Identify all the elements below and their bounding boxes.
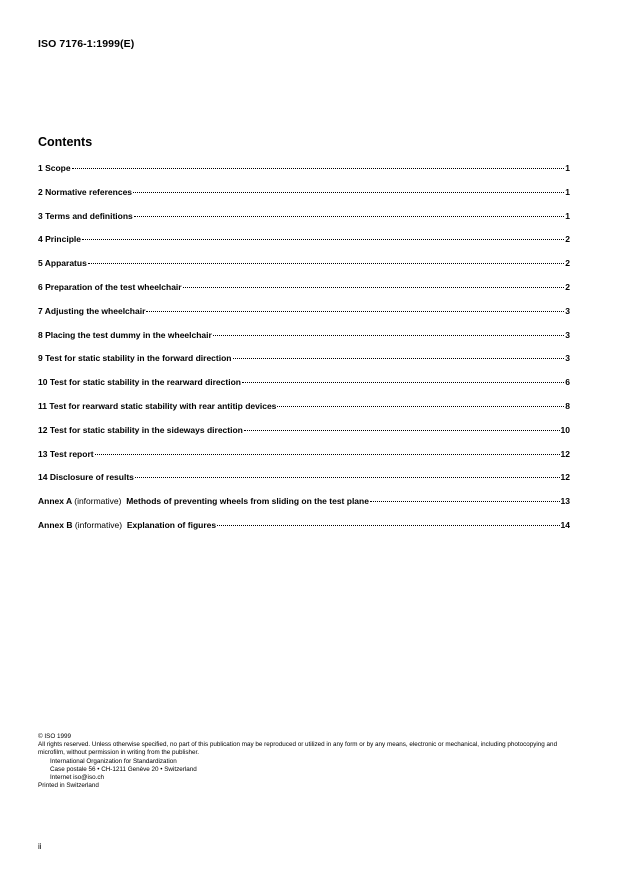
toc-entry-page: 13 xyxy=(560,496,570,507)
contents-title: Contents xyxy=(38,135,93,149)
leader-dots xyxy=(72,168,565,169)
toc-entry-page: 3 xyxy=(565,353,570,364)
toc-entry-label: 1 Scope xyxy=(38,163,71,173)
toc-entry-label: 12 Test for static stability in the sideways direction xyxy=(38,424,243,435)
leader-dots xyxy=(183,287,565,288)
toc-entry-page: 12 xyxy=(560,472,570,483)
toc-entry-page: 2 xyxy=(565,234,570,245)
toc-entry-label: 5 Apparatus xyxy=(38,258,87,269)
toc-entry-label xyxy=(38,520,216,530)
annex-prefix: Annex A xyxy=(38,496,72,507)
toc-entry-page: 10 xyxy=(560,424,570,435)
annex-note: (informative) xyxy=(74,519,123,530)
toc-entry-page: 2 xyxy=(565,258,570,269)
toc-entry-page: 6 xyxy=(565,377,570,388)
rights-statement: All rights reserved. Unless otherwise specified, no part of this publication may be reproduced or utilized in any form or by any means, electronic or mechanical, including photocopying and microfilm, without permission in writing from the publisher. xyxy=(38,741,558,757)
toc-entry-page: 1 xyxy=(565,210,570,221)
document-id-header: ISO 7176-1:1999(E) xyxy=(38,38,135,50)
copyright-footer xyxy=(38,733,583,790)
toc-entry-principle[interactable] xyxy=(38,234,570,258)
copyright-line: © ISO 1999 xyxy=(38,733,71,740)
annex-prefix: Annex B xyxy=(38,519,73,530)
toc-entry-label: 8 Placing the test dummy in the wheelchair xyxy=(38,329,212,340)
leader-dots xyxy=(277,406,564,407)
toc-entry-label: 13 Test report xyxy=(38,448,94,459)
toc-entry-annex-a[interactable] xyxy=(38,496,570,520)
printed-in: Printed in Switzerland xyxy=(38,782,99,790)
toc-entry-annex-b[interactable] xyxy=(38,520,570,544)
toc-entry-label xyxy=(38,496,369,506)
toc-entry-page: 12 xyxy=(560,448,570,459)
leader-dots xyxy=(95,454,560,455)
leader-dots xyxy=(213,335,564,336)
table-of-contents xyxy=(38,163,570,544)
toc-entry-page: 3 xyxy=(565,329,570,340)
annex-note: (informative) xyxy=(74,496,122,507)
toc-entry-page: 3 xyxy=(565,305,570,316)
leader-dots xyxy=(135,477,560,478)
toc-entry-page: 1 xyxy=(565,186,570,197)
toc-entry-label: 9 Test for static stability in the forward direction xyxy=(38,353,232,364)
leader-dots xyxy=(146,311,564,312)
toc-entry-label: 4 Principle xyxy=(38,234,81,245)
leader-dots xyxy=(370,501,560,502)
toc-entry-rearward-stability[interactable] xyxy=(38,377,570,401)
annex-title: Methods of preventing wheels from sliding on the test plane xyxy=(126,496,369,507)
toc-entry-label: 3 Terms and definitions xyxy=(38,210,133,221)
toc-entry-page: 14 xyxy=(560,519,570,530)
toc-entry-label: 6 Preparation of the test wheelchair xyxy=(38,281,182,292)
leader-dots xyxy=(133,192,564,193)
toc-entry-label: 7 Adjusting the wheelchair xyxy=(38,305,146,316)
toc-entry-page: 2 xyxy=(565,281,570,292)
toc-entry-rear-antitip[interactable] xyxy=(38,401,570,425)
toc-entry-apparatus[interactable] xyxy=(38,258,570,282)
toc-entry-label: 11 Test for rearward static stability with rear antitip devices xyxy=(38,400,277,411)
annex-title: Explanation of figures xyxy=(126,519,217,530)
toc-entry-scope[interactable] xyxy=(38,163,570,187)
toc-entry-page: 8 xyxy=(565,400,570,411)
organization-address: Case postale 56 • CH-1211 Genève 20 • Switzerland xyxy=(50,765,197,773)
leader-dots xyxy=(82,239,564,240)
toc-entry-terms-and-definitions[interactable] xyxy=(38,211,570,235)
leader-dots xyxy=(88,263,564,264)
organization-internet: Internet iso@iso.ch xyxy=(50,774,104,782)
toc-entry-sideways-stability[interactable] xyxy=(38,425,570,449)
leader-dots xyxy=(134,216,564,217)
toc-entry-preparation[interactable] xyxy=(38,282,570,306)
toc-entry-forward-stability[interactable] xyxy=(38,353,570,377)
toc-entry-test-report[interactable] xyxy=(38,449,570,473)
leader-dots xyxy=(217,525,559,526)
toc-entry-page: 1 xyxy=(565,163,570,173)
leader-dots xyxy=(244,430,560,431)
toc-entry-label: 14 Disclosure of results xyxy=(38,472,134,483)
toc-entry-disclosure[interactable] xyxy=(38,472,570,496)
toc-entry-adjusting[interactable] xyxy=(38,306,570,330)
leader-dots xyxy=(233,358,565,359)
toc-entry-label: 2 Normative references xyxy=(38,186,133,197)
leader-dots xyxy=(242,382,564,383)
page-number: ii xyxy=(38,842,42,851)
organization-name: International Organization for Standardization xyxy=(50,757,177,765)
toc-entry-label: 10 Test for static stability in the rearward direction xyxy=(38,377,241,388)
toc-entry-normative-references[interactable] xyxy=(38,187,570,211)
toc-entry-placing-dummy[interactable] xyxy=(38,330,570,354)
